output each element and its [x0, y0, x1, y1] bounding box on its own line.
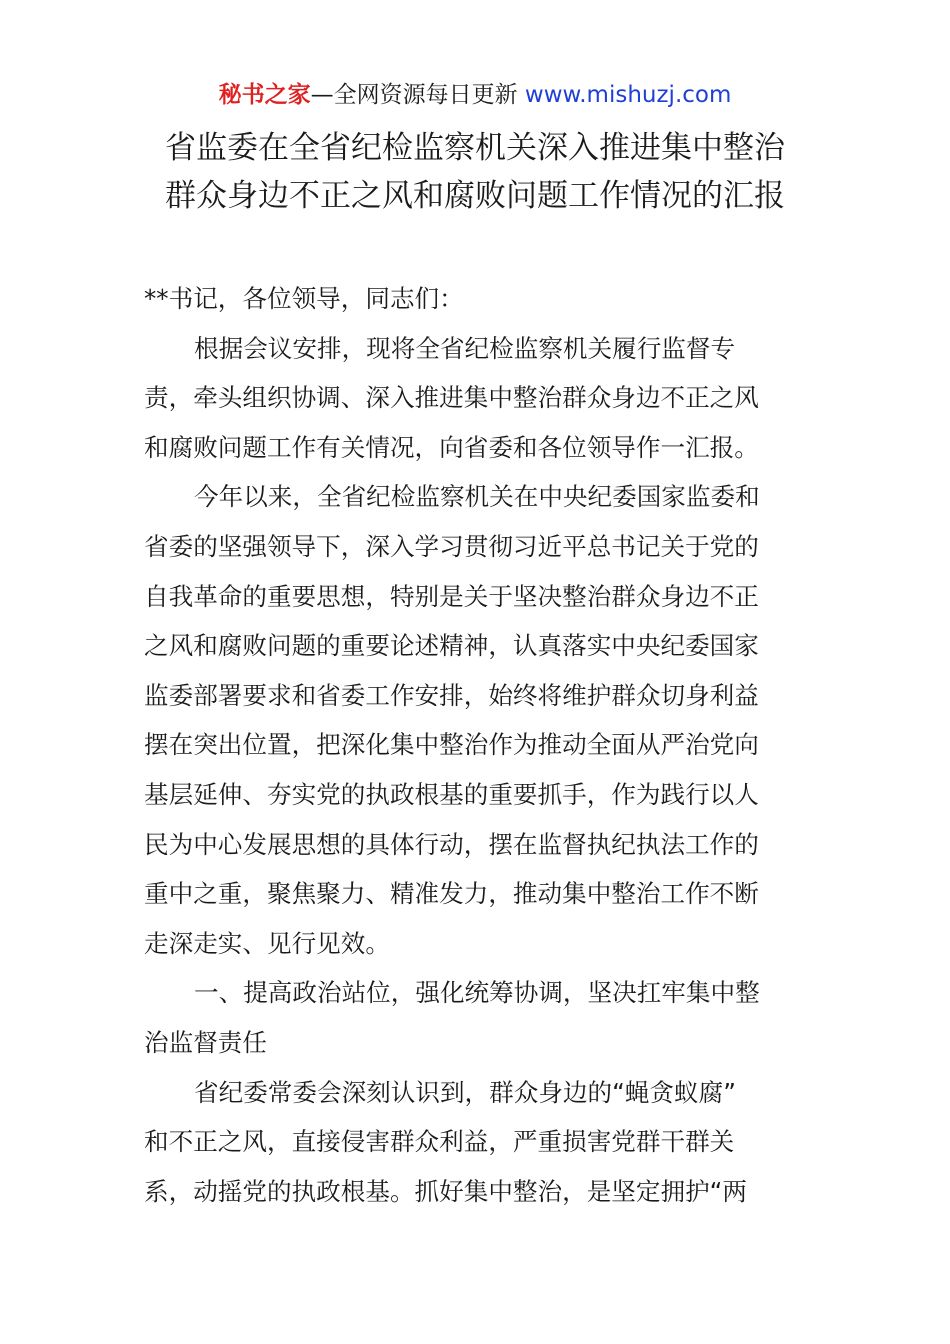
paragraph-line: 民为中心发展思想的具体行动，摆在监督执纪执法工作的 — [144, 829, 759, 859]
title-line-1: 省监委在全省纪检监察机关深入推进集中整治 — [165, 130, 785, 166]
title-line-2: 群众身边不正之风和腐败问题工作情况的汇报 — [165, 178, 785, 214]
paragraph-line: 责，牵头组织协调、深入推进集中整治群众身边不正之风 — [144, 383, 759, 413]
section-heading-line: 治监督责任 — [144, 1027, 267, 1057]
paragraph-line: 系，动摇党的执政根基。抓好集中整治，是坚定拥护“两 — [144, 1176, 747, 1206]
paragraph-line: 基层延伸、夯实党的执政根基的重要抓手，作为践行以人 — [144, 779, 759, 809]
paragraph-line: 省委的坚强领导下，深入学习贯彻习近平总书记关于党的 — [144, 531, 759, 561]
document-title — [0, 124, 950, 220]
site-url[interactable]: www.mishuzj.com — [524, 82, 732, 108]
section-heading-line: 一、提高政治站位，强化统筹协调，坚决扛牢集中整 — [194, 978, 760, 1008]
document-body — [144, 274, 808, 1216]
paragraph-line: 监委部署要求和省委工作安排，始终将维护群众切身利益 — [144, 680, 759, 710]
paragraph-line: 之风和腐败问题的重要论述精神，认真落实中央纪委国家 — [144, 631, 759, 661]
paragraph-line: 和不正之风，直接侵害群众利益，严重损害党群干群关 — [144, 1127, 735, 1157]
paragraph-line: 摆在突出位置，把深化集中整治作为推动全面从严治党向 — [144, 730, 759, 760]
paragraph-line: 省纪委常委会深刻认识到，群众身边的“蝇贪蚁腐” — [194, 1077, 736, 1107]
site-banner — [0, 78, 950, 112]
paragraph-line: 今年以来，全省纪检监察机关在中央纪委国家监委和 — [194, 482, 760, 512]
paragraph-line: 走深走实、见行见效。 — [144, 928, 390, 958]
salutation: **书记，各位领导，同志们： — [144, 284, 464, 313]
paragraph-line: 重中之重，聚焦聚力、精准发力，推动集中整治工作不断 — [144, 879, 759, 909]
banner-tagline: —全网资源每日更新 — [310, 82, 525, 108]
paragraph-line: 和腐败问题工作有关情况，向省委和各位领导作一汇报。 — [144, 432, 759, 462]
brand-name: 秘书之家 — [218, 82, 311, 108]
paragraph-line: 根据会议安排，现将全省纪检监察机关履行监督专 — [194, 333, 736, 363]
paragraph-line: 自我革命的重要思想，特别是关于坚决整治群众身边不正 — [144, 581, 759, 611]
